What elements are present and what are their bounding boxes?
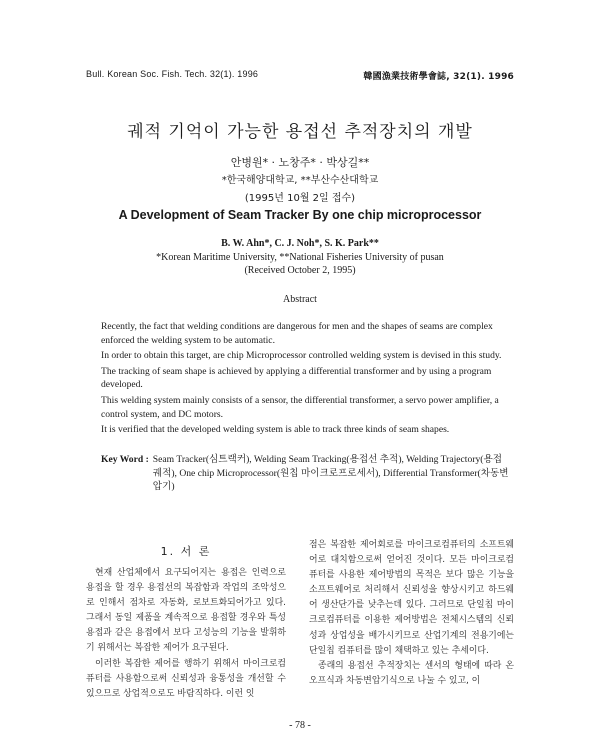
body-paragraph: 현재 산업체에서 요구되어지는 용접은 인력으로 용접을 할 경우 용접선의 복잡함과 작업의 조악성으로 인해서 점차로 자동화, 로보트화되어가고 있다. 그래서 동일 제품을 계속적으로 용접할 경우와 특성용접과 같은 용접에서 보다 고성능의 기능을 발휘하기 위해서는 복잡한 제어가 요구된다.	[86, 568, 286, 654]
section-heading-introduction: 1. 서 론	[160, 545, 212, 558]
journal-header-korean: 韓國漁業技術學會誌, 32(1). 1996	[363, 72, 514, 82]
english-received-date: (Received October 2, 1995)	[244, 265, 356, 276]
abstract-paragraph: This welding system mainly consists of a sensor, the differential transformer, a servo power amplifier, a control system, and DC motors.	[101, 394, 499, 420]
page-number: - 78 -	[289, 720, 311, 731]
journal-header-english: Bull. Korean Soc. Fish. Tech. 32(1). 1996	[86, 69, 259, 79]
abstract-body	[101, 320, 513, 439]
abstract-paragraph: Recently, the fact that welding conditions are dangerous for men and the shapes of seams are complex enforced the welding system to be automatic.	[101, 321, 493, 346]
korean-affiliations: *한국해양대학교, **부산수산대학교	[221, 175, 379, 186]
body-column-right	[309, 538, 514, 689]
abstract-paragraph: In order to obtain this target, are chip Microprocessor controlled welding system is devised in this study.	[101, 350, 502, 362]
keywords-label: Key Word :	[101, 454, 149, 465]
korean-received-date: (1995년 10월 2일 접수)	[244, 193, 356, 204]
keywords	[101, 453, 513, 494]
abstract-heading: Abstract	[283, 294, 317, 305]
keywords-text: Seam Tracker(심트랙커), Welding Seam Tracking(용접선 추적), Welding Trajectory(용접 궤적), One chip Microprocessor(원칩 마이크로프로세서), Differential Transformer(차동변압기)	[152, 454, 509, 492]
korean-authors: 안병원* · 노창주* · 박상길**	[230, 156, 370, 169]
korean-title: 궤적 기억이 가능한 용접선 추적장치의 개발	[127, 122, 473, 142]
english-affiliations: *Korean Maritime University, **National Fisheries University of pusan	[156, 252, 444, 263]
body-paragraph: 이러한 복잡한 제어를 행하기 위해서 마이크로컴퓨터를 사용함으로써 신뢰성과 융통성을 개선할 수 있으므로 상업적으로도 바람직하다. 이런 잇	[86, 658, 286, 699]
body-column-left	[86, 566, 286, 702]
body-paragraph: 점은 복잡한 제어회로를 마이크로컴퓨터의 소프트웨어로 대치함으로써 얻어진 것이다. 모든 마이크로컴퓨터를 사용한 제어방법의 목적은 보다 많은 기능을 소프트웨어로 처리해서 신뢰성을 향상시키고 하드웨어 생산단가를 낮추는데 있다. 그러므로 단일칩 마이크로컴퓨터를 이용한 제어방법은 전체시스템의 신뢰성과 상업성을 배가시키므로 산업기계의 전용기에는 단일칩 컴퓨터를 많이 채택하고 있는 추세이다.	[309, 540, 514, 656]
english-authors: B. W. Ahn*, C. J. Noh*, S. K. Park**	[221, 238, 379, 249]
abstract-paragraph: The tracking of seam shape is achieved by applying a differential transformer and by using a program developed.	[101, 365, 492, 391]
abstract-paragraph: It is verified that the developed welding system is able to track three kinds of seam shapes.	[101, 424, 450, 436]
english-title: A Development of Seam Tracker By one chip microprocessor	[118, 208, 482, 222]
body-paragraph: 종래의 용접선 추적장치는 센서의 형태에 따라 온 오프식과 차동변압기식으로 나눌 수 있고, 이	[309, 660, 514, 686]
